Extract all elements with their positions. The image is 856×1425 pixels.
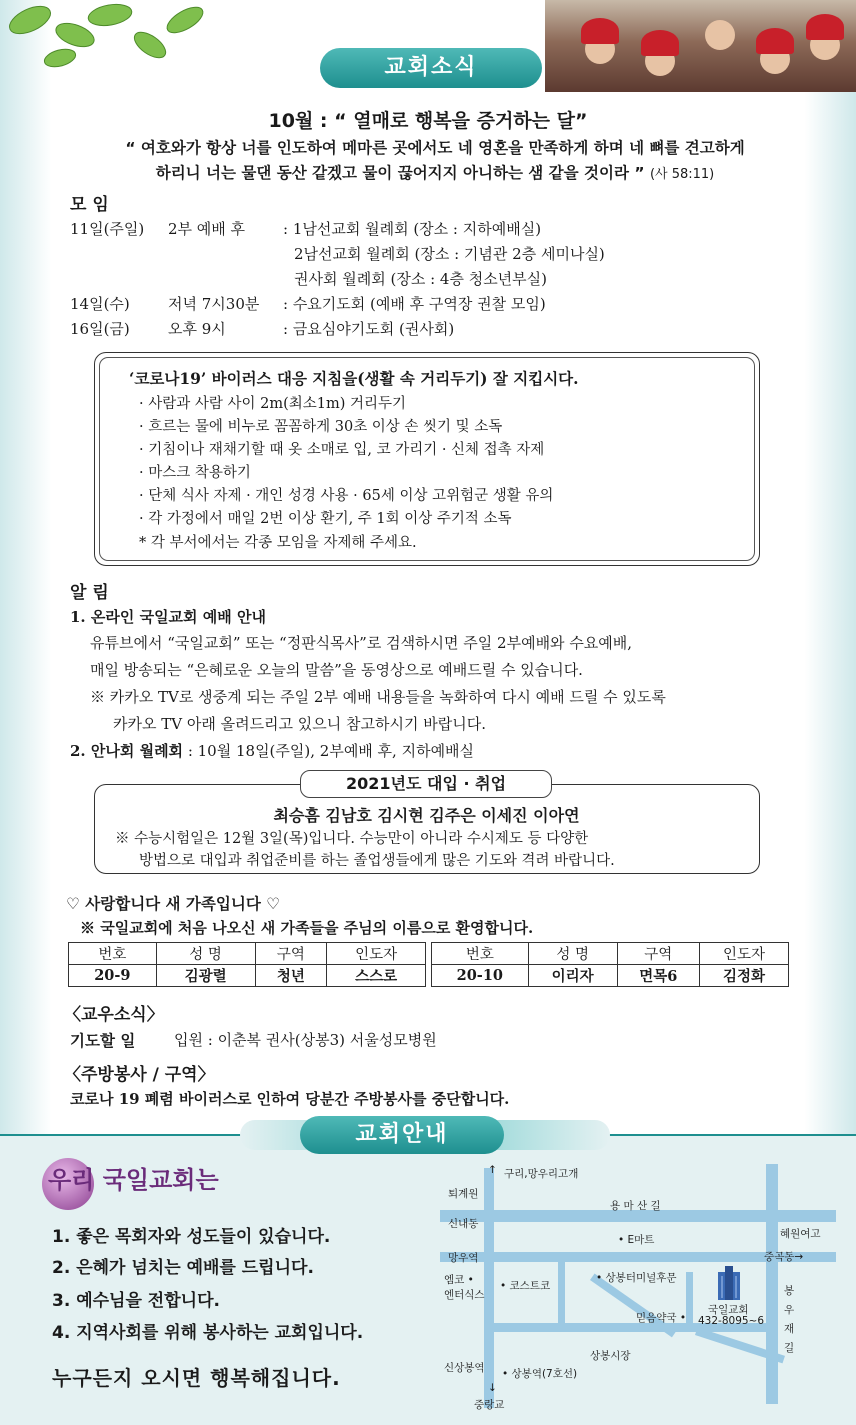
covid-item: · 단체 식사 자제 · 개인 성경 사용 · 65세 이상 고위험군 생활 유의 <box>139 488 554 504</box>
christmas-photo <box>545 0 856 92</box>
covid-title: ‘코로나19’ 바이러스 대응 지침을(생활 속 거리두기) 잘 지킵시다. <box>129 369 579 388</box>
notice-line: ※ 카카오 TV로 생중계 되는 주일 2부 예배 내용들을 녹화하여 다시 예배 드릴 수 있도록 <box>90 688 666 706</box>
exam-names: 최승흠 김남호 김시현 김주은 이세진 이아연 <box>273 806 580 825</box>
map-label: 퇴계원 <box>448 1188 479 1200</box>
section-title-guide: 교회안내 <box>300 1116 504 1154</box>
map-label: • E마트 <box>618 1234 655 1246</box>
covid-item: · 각 가정에서 매일 2번 이상 환기, 주 1회 이상 주기적 소독 <box>139 511 512 527</box>
notice-line: 매일 방송되는 “은혜로운 오늘의 말씀”을 동영상으로 예배드릴 수 있습니다. <box>90 661 583 679</box>
church-location-map <box>440 1160 836 1415</box>
cell: 면목6 <box>617 965 699 987</box>
kitchen-text: 코로나 19 폐렴 바이러스로 인하여 당분간 주방봉사를 중단합니다. <box>70 1090 510 1108</box>
cell: 김정화 <box>699 965 788 987</box>
cell: 김광렬 <box>156 965 255 987</box>
map-label: 신내동 <box>448 1218 479 1230</box>
table-row <box>432 965 789 987</box>
th-name: 성 명 <box>528 943 617 965</box>
meeting-text: 2남선교회 월례회 (장소 : 기념관 2층 세미나실) <box>294 245 605 263</box>
newcomers-table-left <box>68 942 426 987</box>
th-name: 성 명 <box>156 943 255 965</box>
map-label: 혜원여고 <box>780 1228 821 1240</box>
feature-item: 1. 좋은 목회자와 성도들이 있습니다. <box>52 1227 331 1247</box>
road-right-mid <box>686 1272 693 1332</box>
members-text: 입원 : 이춘복 권사(상봉3) 서울성모병원 <box>174 1031 437 1049</box>
our-church-title: 우리 국일교회는 <box>48 1166 219 1194</box>
map-label: 국일교회 <box>708 1304 749 1316</box>
verse-reference: (사 58:11) <box>649 167 715 182</box>
covid-item: · 기침이나 재채기할 때 옷 소매로 입, 코 가리기 · 신체 접촉 자제 <box>139 442 545 458</box>
meetings-heading: 모 임 <box>70 195 109 215</box>
feature-item: 4. 지역사회를 위해 봉사하는 교회입니다. <box>52 1323 364 1343</box>
th-district: 구역 <box>617 943 699 965</box>
map-label: • 상봉역(7호선) <box>502 1368 578 1380</box>
month-theme: 10월 : “ 열매로 행복을 증거하는 달” <box>268 110 588 132</box>
feature-item: 2. 은혜가 넘치는 예배를 드립니다. <box>52 1258 314 1278</box>
meeting-text: : 1남선교회 월례회 (장소 : 지하예배실) <box>283 220 542 238</box>
exam-tag: 2021년도 대입 · 취업 <box>300 770 552 798</box>
th-number: 번호 <box>432 943 529 965</box>
covid-guideline-box <box>94 352 760 566</box>
newcomers-sub: ※ 국일교회에 처음 나오신 새 가족들을 주님의 이름으로 환영합니다. <box>80 919 534 937</box>
covid-item: * 각 부서에서는 각종 모임을 자제해 주세요. <box>139 535 417 551</box>
section-title-news: 교회소식 <box>320 48 542 88</box>
feature-item: 3. 예수님을 전합니다. <box>52 1291 220 1311</box>
map-label: • 상봉터미널후문 <box>596 1272 677 1284</box>
map-arrow-up-icon: ↑ <box>488 1164 497 1176</box>
exam-line-2: 방법으로 대입과 취업준비를 하는 졸업생들에게 많은 기도와 격려 바랍니다. <box>139 853 615 869</box>
cell: 20-10 <box>432 965 529 987</box>
notice-2-title: 2. 안나회 월례회 <box>70 742 184 760</box>
map-label: 봉 우 재 길 <box>784 1285 795 1354</box>
meeting-time: 저녁 7시30분 <box>168 295 260 313</box>
meeting-date: 16일(금) <box>70 320 130 338</box>
map-label: 망우역 <box>448 1252 479 1264</box>
map-label: 엠코 • 엔터식스 <box>444 1274 485 1301</box>
road-vertical-right <box>766 1164 778 1404</box>
meeting-text: : 금요심야기도회 (권사회) <box>283 320 455 338</box>
meeting-text: : 수요기도회 (예배 후 구역장 권찰 모임) <box>283 295 546 313</box>
meeting-date: 14일(수) <box>70 295 130 313</box>
meeting-time: 2부 예배 후 <box>168 220 246 238</box>
notice-1-title: 1. 온라인 국일교회 예배 안내 <box>70 608 266 626</box>
covid-item: · 흐르는 물에 비누로 꼼꼼하게 30초 이상 손 씻기 및 소독 <box>139 419 503 435</box>
cell: 이리자 <box>528 965 617 987</box>
map-label: 중곡동→ <box>764 1251 804 1263</box>
covid-item: · 마스크 착용하기 <box>139 465 251 481</box>
th-district: 구역 <box>255 943 327 965</box>
meeting-text: 권사회 월례회 (장소 : 4층 청소년부실) <box>294 270 548 288</box>
newcomers-heading: ♡ 사랑합니다 새 가족입니다 ♡ <box>66 895 281 913</box>
map-label: 믿음약국 • <box>636 1312 687 1324</box>
leaves-decoration <box>0 0 230 70</box>
notice-2-text: : 10월 18일(주일), 2부예배 후, 지하예배실 <box>183 742 475 760</box>
exam-line-1: ※ 수능시험일은 12월 3일(목)입니다. 수능만이 아니라 수시제도 등 다양한 <box>115 831 589 847</box>
cell: 20-9 <box>69 965 157 987</box>
map-arrow-down-icon: ↓ <box>488 1382 497 1394</box>
notice-line: 카카오 TV 아래 올려드리고 있으니 참고하시기 바랍니다. <box>113 715 486 733</box>
covid-item: · 사람과 사람 사이 2m(최소1m) 거리두기 <box>139 396 407 412</box>
road-mid <box>558 1252 565 1332</box>
verse-line-2: 하리니 너는 물댄 동산 같겠고 물이 끊어지지 아니하는 샘 같을 것이라 ” (사 58:11) <box>155 164 715 182</box>
members-heading: 〈교우소식〉 <box>64 1005 164 1025</box>
table-row <box>69 965 426 987</box>
map-label: 신상봉역 <box>444 1362 485 1374</box>
map-label: 432-8095~6 <box>698 1315 765 1327</box>
newcomers-table-right <box>431 942 789 987</box>
table-header-row <box>69 943 426 965</box>
church-building-icon <box>714 1264 744 1300</box>
map-label: 중랑교 <box>474 1399 505 1411</box>
cell: 스스로 <box>327 965 426 987</box>
map-label: 상봉시장 <box>590 1350 631 1362</box>
notice-2 <box>70 740 474 761</box>
road-vertical-left <box>484 1168 494 1408</box>
notice-line: 유튜브에서 “국일교회” 또는 “정판식목사”로 검색하시면 주일 2부예배와 수요예배, <box>90 634 633 652</box>
members-label: 기도할 일 <box>70 1032 136 1050</box>
map-label: 용 마 산 길 <box>610 1200 661 1212</box>
table-header-row <box>432 943 789 965</box>
kitchen-heading: 〈주방봉사 / 구역〉 <box>64 1065 215 1085</box>
th-guide: 인도자 <box>699 943 788 965</box>
map-label: 구리,망우리고개 <box>504 1168 579 1180</box>
bible-verse <box>70 136 800 187</box>
verse-line-1: “ 여호와가 항상 너를 인도하여 메마른 곳에서도 네 영혼을 만족하게 하며 네 뼈를 견고하게 <box>125 139 745 157</box>
notices-heading: 알 림 <box>70 583 109 603</box>
th-guide: 인도자 <box>327 943 426 965</box>
closing-message: 누구든지 오시면 행복해집니다. <box>52 1366 341 1390</box>
cell: 청년 <box>255 965 327 987</box>
map-label: • 코스트코 <box>500 1280 551 1292</box>
th-number: 번호 <box>69 943 157 965</box>
meeting-row: 11일(주일) <box>70 220 145 238</box>
meeting-time: 오후 9시 <box>168 320 226 338</box>
